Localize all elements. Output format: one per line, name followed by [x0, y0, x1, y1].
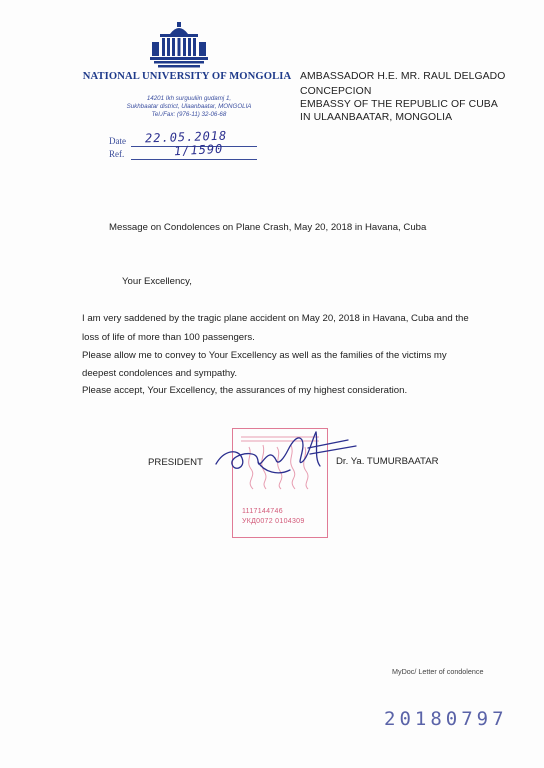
recipient-line-3: EMBASSY OF THE REPUBLIC OF CUBA	[300, 99, 498, 110]
address-line-1: 14201 Ikh surguuliin gudamj 1,	[146, 95, 232, 102]
address-line-2: Sukhbaatar district, Ulaanbaatar, MONGOLIA	[126, 103, 252, 110]
salutation: Your Excellency,	[122, 276, 192, 287]
handwritten-signature-icon	[198, 420, 368, 486]
ref-underline	[131, 159, 257, 160]
recipient-line-4: IN ULAANBAATAR, MONGOLIA	[300, 112, 453, 123]
date-label: Date	[109, 136, 126, 146]
university-name: NATIONAL UNIVERSITY OF MONGOLIA	[82, 71, 292, 82]
recipient-line-1: AMBASSADOR H.E. MR. RAUL DELGADO	[300, 71, 506, 82]
body-line-1: I am very saddened by the tragic plane accident on May 20, 2018 in Havana, Cuba and the	[82, 313, 469, 324]
university-logo-icon	[148, 20, 210, 68]
body-line-2: loss of life of more than 100 passengers.	[82, 332, 255, 343]
body-line-5: Please accept, Your Excellency, the assurances of my highest consideration.	[82, 385, 408, 396]
address-line-3: Tel./Fax: (976-11) 32-06-68	[151, 111, 227, 118]
recipient-line-2: CONCEPCION	[300, 86, 372, 97]
ref-value: 1/1590	[173, 141, 224, 159]
stamp-number-2: УКД0072 0104309	[242, 518, 305, 525]
body-line-3: Please allow me to convey to Your Excellency as well as the families of the victims my	[82, 350, 447, 361]
date-value: 22.05.2018	[144, 128, 228, 146]
stamp-number-1: 1117144746	[242, 508, 283, 515]
letter-subject: Message on Condolences on Plane Crash, May 20, 2018 in Havana, Cuba	[109, 222, 427, 233]
ref-label: Ref.	[109, 149, 125, 159]
body-line-4: deepest condolences and sympathy.	[82, 368, 238, 379]
footer-note: MyDoc/ Letter of condolence	[392, 667, 484, 676]
signatory-title: PRESIDENT	[148, 457, 203, 468]
serial-number: 20180797	[384, 708, 508, 730]
signatory-name: Dr. Ya. TUMURBAATAR	[336, 456, 439, 467]
